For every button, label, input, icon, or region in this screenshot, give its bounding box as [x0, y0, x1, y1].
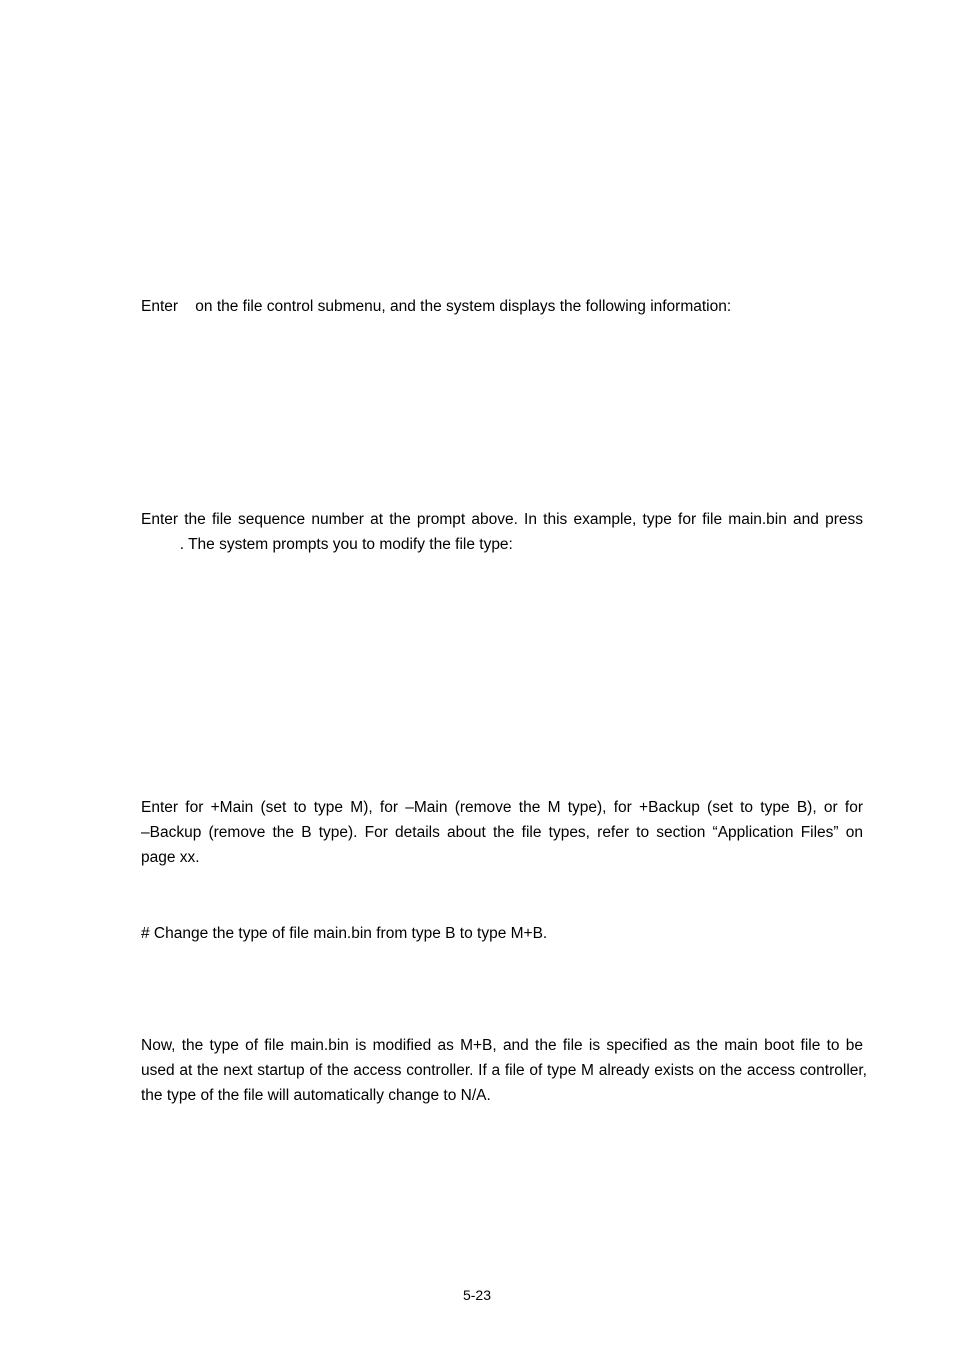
paragraph-result-line-2: used at the next startup of the access controller. If a file of type M already exists on the access controller,	[141, 1062, 867, 1079]
paragraph-file-types-line-2: –Backup (remove the B type). For details about the file types, refer to section “Application Files” on	[141, 824, 863, 841]
paragraph-file-types-line-1: Enter for +Main (set to type M), for –Main (remove the M type), for +Backup (set to type B), or for	[141, 799, 863, 816]
paragraph-sequence-line-1: Enter the file sequence number at the prompt above. In this example, type for file main.bin and press	[141, 511, 863, 528]
paragraph-enter-option: Enter on the file control submenu, and the system displays the following information:	[141, 298, 732, 315]
paragraph-sequence-line-2: . The system prompts you to modify the file type:	[141, 536, 513, 553]
paragraph-result-line-3: the type of the file will automatically change to N/A.	[141, 1087, 491, 1104]
paragraph-file-types-line-3: page xx.	[141, 849, 200, 866]
paragraph-change-type-comment: # Change the type of file main.bin from type B to type M+B.	[141, 925, 548, 942]
page-number: 5-23	[462, 1287, 492, 1303]
paragraph-result-line-1: Now, the type of file main.bin is modified as M+B, and the file is specified as the main boot file to be	[141, 1037, 863, 1054]
